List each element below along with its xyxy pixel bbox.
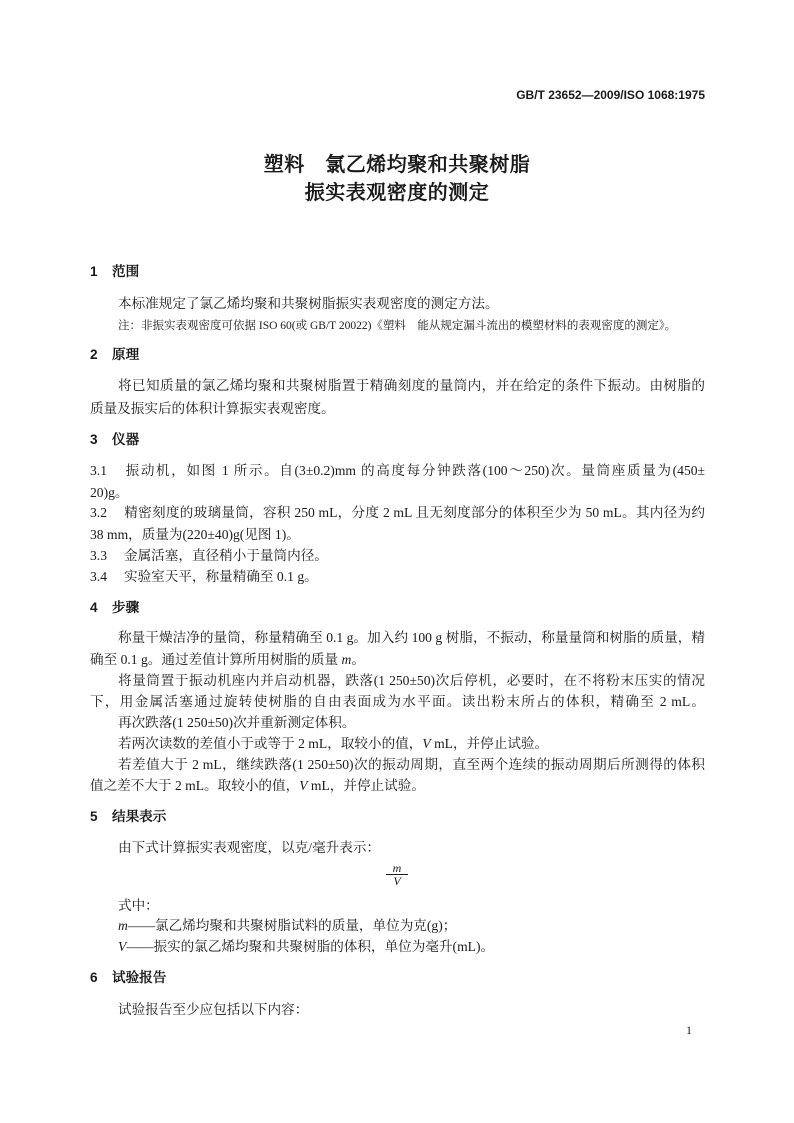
section-2-line: 质量及振实后的体积计算振实表观密度。: [90, 401, 335, 416]
section-number: 2: [90, 347, 98, 362]
density-formula: [386, 862, 408, 888]
item-number: 3.4: [90, 569, 107, 584]
section-number: 3: [90, 432, 98, 447]
standard-code: GB/T 23652—2009/ISO 1068:1975: [516, 88, 705, 102]
section-4-line: 下，用金属活塞通过旋转使树脂的自由表面成为水平面。读出粉末所占的体积，精确至 2 mL。: [90, 694, 705, 709]
section-title: 结果表示: [112, 809, 167, 824]
definition-text: ——振实的氯乙烯均聚和共聚树脂的体积，单位为毫升(mL)。: [126, 939, 495, 954]
formula-numerator: m: [386, 862, 408, 875]
section-6-heading: [90, 968, 166, 988]
item-text: 金属活塞，直径稍小于量筒内径。: [124, 548, 328, 563]
title-line-2: 振实表观密度的测定: [304, 182, 490, 204]
title-line-1: 塑料 氯乙烯均聚和共聚树脂: [263, 154, 531, 176]
section-title: 步骤: [112, 600, 140, 615]
section-2-heading: [90, 345, 139, 365]
section-2-line: 将已知质量的氯乙烯均聚和共聚树脂置于精确刻度的量筒内，并在给定的条件下振动。由树脂的: [118, 378, 705, 393]
section-number: 5: [90, 809, 98, 824]
item-text: 振动机，如图 1 所示。自(3±0.2)mm 的高度每分钟跌落(100～250)次。量筒座质量为(450±: [124, 463, 705, 478]
line-text: 值之差不大于 2 mL。取较小的值，: [90, 778, 300, 793]
section-number: 1: [90, 264, 98, 279]
section-3-heading: [90, 430, 139, 450]
item-text: 精密刻度的玻璃量筒，容积 250 mL，分度 2 mL 且无刻度部分的体积至少为 50 mL。其内径为约: [124, 505, 705, 520]
section-4-line: 若差值大于 2 mL，继续跌落(1 250±50)次的振动周期，直至两个连续的振动周期后所测得的体积: [118, 757, 705, 772]
section-1-note: 注：非振实表观密度可依据 ISO 60(或 GB/T 20022)《塑料 能从规定漏斗流出的模塑材料的表观密度的测定》。: [118, 320, 677, 332]
item-3-2-line: 38 mm，质量为(220±40)g(见图 1)。: [90, 527, 300, 542]
variable-m: m: [341, 652, 352, 667]
section-1-heading: [90, 262, 139, 282]
section-1-text: 本标准规定了氯乙烯均聚和共聚树脂振实表观密度的测定方法。: [118, 296, 499, 311]
section-number: 4: [90, 600, 98, 615]
section-4-line: [90, 650, 705, 670]
line-text: mL，并停止试验。: [430, 736, 549, 751]
line-text: mL，并停止试验。: [307, 778, 425, 793]
section-4-line: [118, 734, 705, 754]
item-3-3-line: [90, 546, 705, 566]
item-3-1-line: 20)g。: [90, 485, 129, 500]
variable-v: V: [422, 736, 431, 751]
variable-v: V: [299, 778, 308, 793]
section-4-line: 称量干燥洁净的量筒，称量精确至 0.1 g。加入约 100 g 树脂，不振动，称量量筒和树脂的质量，精: [118, 630, 705, 645]
line-text: 确至 0.1 g。通过差值计算所用树脂的质量: [90, 652, 342, 667]
section-title: 原理: [112, 347, 140, 362]
item-number: 3.1: [90, 463, 107, 478]
section-title: 范围: [112, 264, 140, 279]
formula-denominator: V: [393, 874, 401, 888]
item-3-4-line: [90, 567, 705, 587]
section-5-intro: 由下式计算振实表观密度，以克/毫升表示：: [118, 840, 381, 855]
section-title: 仪器: [112, 432, 140, 447]
line-text: 若两次读数的差值小于或等于 2 mL，取较小的值，: [118, 736, 423, 751]
item-number: 3.2: [90, 505, 107, 520]
where-label: 式中：: [118, 898, 159, 913]
section-4-line: [90, 776, 705, 796]
symbol: V: [118, 939, 127, 954]
symbol: m: [118, 918, 128, 933]
definition-v: [118, 937, 705, 957]
definition-m: [118, 916, 705, 936]
definition-text: ——氯乙烯均聚和共聚树脂试料的质量，单位为克(g)；: [127, 918, 457, 933]
section-5-heading: [90, 807, 166, 827]
section-6-text: 试验报告至少应包括以下内容：: [118, 1002, 309, 1017]
item-3-1-line: [90, 461, 705, 481]
section-4-heading: [90, 598, 139, 618]
item-3-2-line: [90, 503, 705, 523]
item-number: 3.3: [90, 548, 107, 563]
section-title: 试验报告: [112, 970, 167, 985]
section-4-line: 再次跌落(1 250±50)次并重新测定体积。: [118, 715, 356, 730]
line-text: 。: [351, 652, 365, 667]
item-text: 实验室天平，称量精确至 0.1 g。: [124, 569, 318, 584]
section-4-line: 将量筒置于振动机座内并启动机器，跌落(1 250±50)次后停机，必要时，在不将粉末压实的情况: [118, 673, 705, 688]
section-number: 6: [90, 970, 98, 985]
page-number: 1: [686, 1023, 692, 1037]
